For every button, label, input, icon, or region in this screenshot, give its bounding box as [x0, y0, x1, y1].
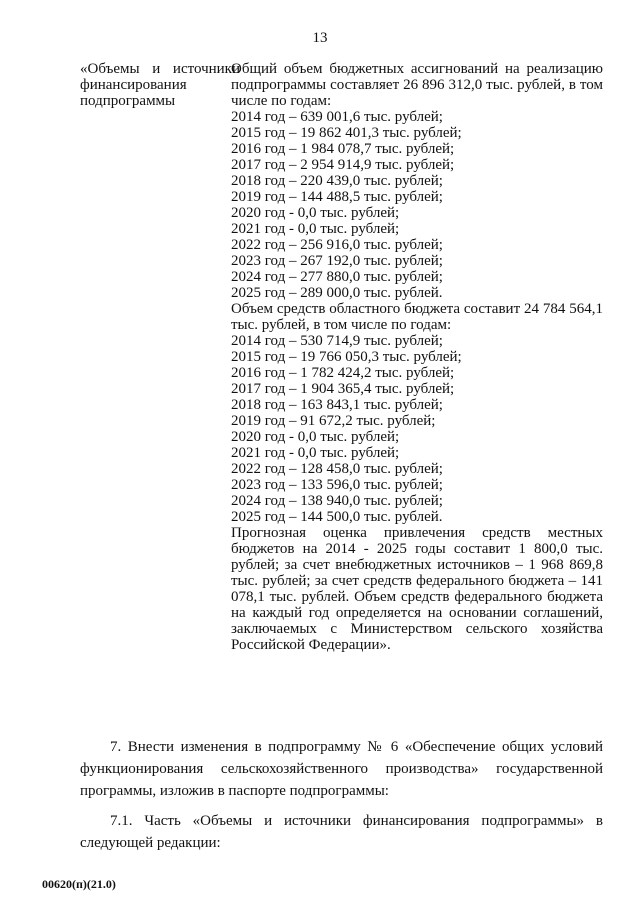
list-item: 2024 год – 277 880,0 тыс. рублей; [231, 269, 443, 285]
list-item: 2025 год – 144 500,0 тыс. рублей. [231, 509, 443, 525]
amendment-paragraphs [80, 736, 603, 862]
list-item: 2019 год – 144 488,5 тыс. рублей; [231, 189, 443, 205]
total-funding-text: Общий объем бюджетных ассигнований на реализацию подпрограммы составляет 26 896 312,0 тыс. рублей, в том числе по годам: [231, 61, 603, 109]
table-left-label: «Объемы и источники финансирования подпрограммы [80, 61, 240, 109]
table-right-content [231, 61, 603, 653]
list-item: 2023 год – 267 192,0 тыс. рублей; [231, 253, 443, 269]
list-item: 2015 год – 19 766 050,3 тыс. рублей; [231, 349, 462, 365]
list-item: 2025 год – 289 000,0 тыс. рублей. [231, 285, 443, 301]
list-item: 2020 год - 0,0 тыс. рублей; [231, 429, 400, 445]
list-item: 2014 год – 639 001,6 тыс. рублей; [231, 109, 443, 125]
list-item: 2020 год - 0,0 тыс. рублей; [231, 205, 400, 221]
document-code: 00620(п)(21.0) [42, 877, 116, 891]
list-item: 2014 год – 530 714,9 тыс. рублей; [231, 333, 443, 349]
regional-funding-text: Объем средств областного бюджета составит 24 784 564,1 тыс. рублей, в том числе по годам: [231, 301, 603, 333]
list-item: 2016 год – 1 984 078,7 тыс. рублей; [231, 141, 455, 157]
paragraph-7: 7. Внести изменения в подпрограмму № 6 «Обеспечение общих условий функционирования сельскохозяйственного производства» государственной программы, изложив в паспорте подпрограммы: [80, 739, 603, 799]
list-item: 2016 год – 1 782 424,2 тыс. рублей; [231, 365, 455, 381]
forecast-funding-text: Прогнозная оценка привлечения средств местных бюджетов на 2014 - 2025 годы составит 1 800,0 тыс. рублей; за счет внебюджетных источников – 1 968 869,8 тыс. рублей; за счет средств федерального бюджета – 141 078,1 тыс. рублей. Объем средств федерального бюджета на каждый год определяется на основании соглашений, заключаемых с Министерством сельского хозяйства Российской Федерации». [231, 525, 603, 653]
list-item: 2021 год - 0,0 тыс. рублей; [231, 221, 400, 237]
total-years-list [231, 109, 603, 301]
list-item: 2019 год – 91 672,2 тыс. рублей; [231, 413, 436, 429]
paragraph-7-1: 7.1. Часть «Объемы и источники финансирования подпрограммы» в следующей редакции: [80, 813, 603, 851]
list-item: 2021 год - 0,0 тыс. рублей; [231, 445, 400, 461]
list-item: 2023 год – 133 596,0 тыс. рублей; [231, 477, 443, 493]
regional-years-list [231, 333, 603, 525]
list-item: 2022 год – 128 458,0 тыс. рублей; [231, 461, 443, 477]
list-item: 2017 год – 2 954 914,9 тыс. рублей; [231, 157, 455, 173]
list-item: 2018 год – 163 843,1 тыс. рублей; [231, 397, 443, 413]
list-item: 2022 год – 256 916,0 тыс. рублей; [231, 237, 443, 253]
page-number: 13 [312, 30, 328, 46]
list-item: 2017 год – 1 904 365,4 тыс. рублей; [231, 381, 455, 397]
list-item: 2024 год – 138 940,0 тыс. рублей; [231, 493, 443, 509]
list-item: 2018 год – 220 439,0 тыс. рублей; [231, 173, 443, 189]
list-item: 2015 год – 19 862 401,3 тыс. рублей; [231, 125, 462, 141]
